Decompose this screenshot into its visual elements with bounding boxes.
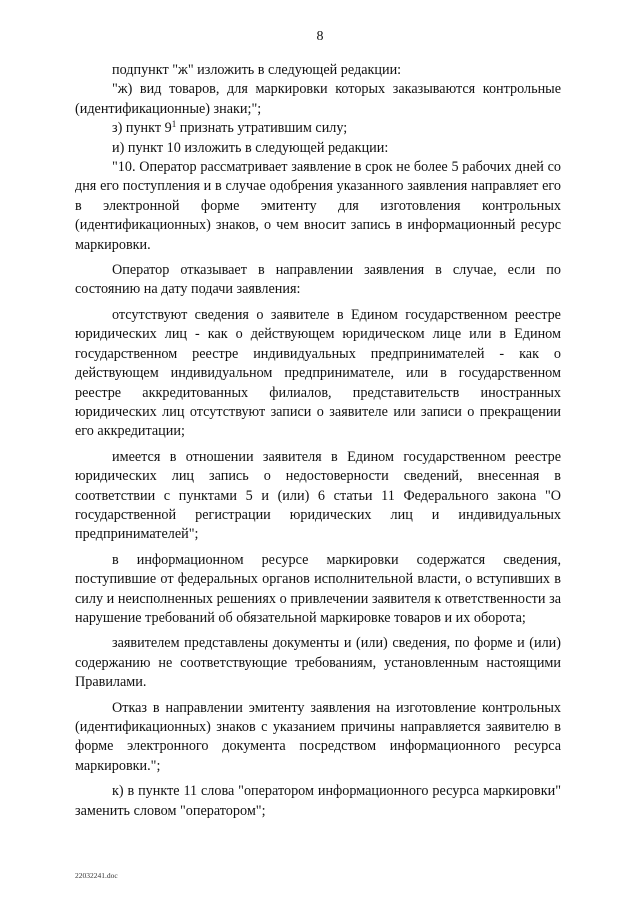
document-code: 22032241.doc	[75, 871, 118, 880]
paragraph: "10. Оператор рассматривает заявление в срок не более 5 рабочих дней со дня его поступления и в случае одобрения указанного заявления направляет его в электронной форме эмитенту для изготовления контрольных (идентификационных) знаков, о чем вносит запись в информационный ресурс маркировки.	[75, 159, 561, 253]
paragraph: Отказ в направлении эмитенту заявления на изготовление контрольных (идентификационных) знаков с указанием причины направляется заявителю в форме электронного документа посредством информационного ресурса маркировки.";	[75, 699, 561, 774]
paragraph: отсутствуют сведения о заявителе в Едином государственном реестре юридических лиц - как о действующем юридическом лице или в Едином государственном реестре индивидуальных предпринимателей - как о действующем индивидуальном предпринимателе, или в государственном реестре аккредитованных филиалов, представительств иностранных юридических лиц отсутствуют записи о заявителе или записи о прекращении его аккредитации;	[75, 306, 561, 440]
document-body	[75, 61, 561, 821]
superscript: 1	[171, 119, 177, 130]
paragraph-text: з) пункт 9	[112, 120, 172, 137]
paragraph	[75, 119, 561, 138]
paragraph: имеется в отношении заявителя в Едином государственном реестре юридических лиц запись о недостоверности сведений, внесенная в соответствии с пунктами 5 и (или) 6 статьи 11 Федерального закона "О государственной регистрации юридических лиц и индивидуальных предпринимателей";	[75, 448, 561, 543]
paragraph-text: признать утратившим силу;	[176, 120, 348, 137]
paragraph: к) в пункте 11 слова "оператором информационного ресурса маркировки" заменить словом "оператором";	[75, 783, 561, 819]
paragraph: "ж) вид товаров, для маркировки которых заказываются контрольные (идентификационные) знаки;";	[75, 81, 561, 117]
paragraph: Оператор отказывает в направлении заявления в случае, если по состоянию на дату подачи заявления:	[75, 262, 561, 298]
paragraph: заявителем представлены документы и (или) сведения, по форме и (или) содержанию не соответствующие требованиям, установленным настоящими Правилами.	[75, 635, 561, 691]
paragraph: в информационном ресурсе маркировки содержатся сведения, поступившие от федеральных органов исполнительной власти, о вступивших в силу и неисполненных решениях о привлечении заявителя к ответственности за нарушение требований об обязательной маркировке товаров и их оборота;	[75, 551, 561, 626]
page-number: 8	[316, 29, 324, 44]
paragraph: подпункт "ж" изложить в следующей редакции:	[112, 62, 402, 78]
paragraph: и) пункт 10 изложить в следующей редакции:	[112, 139, 389, 156]
